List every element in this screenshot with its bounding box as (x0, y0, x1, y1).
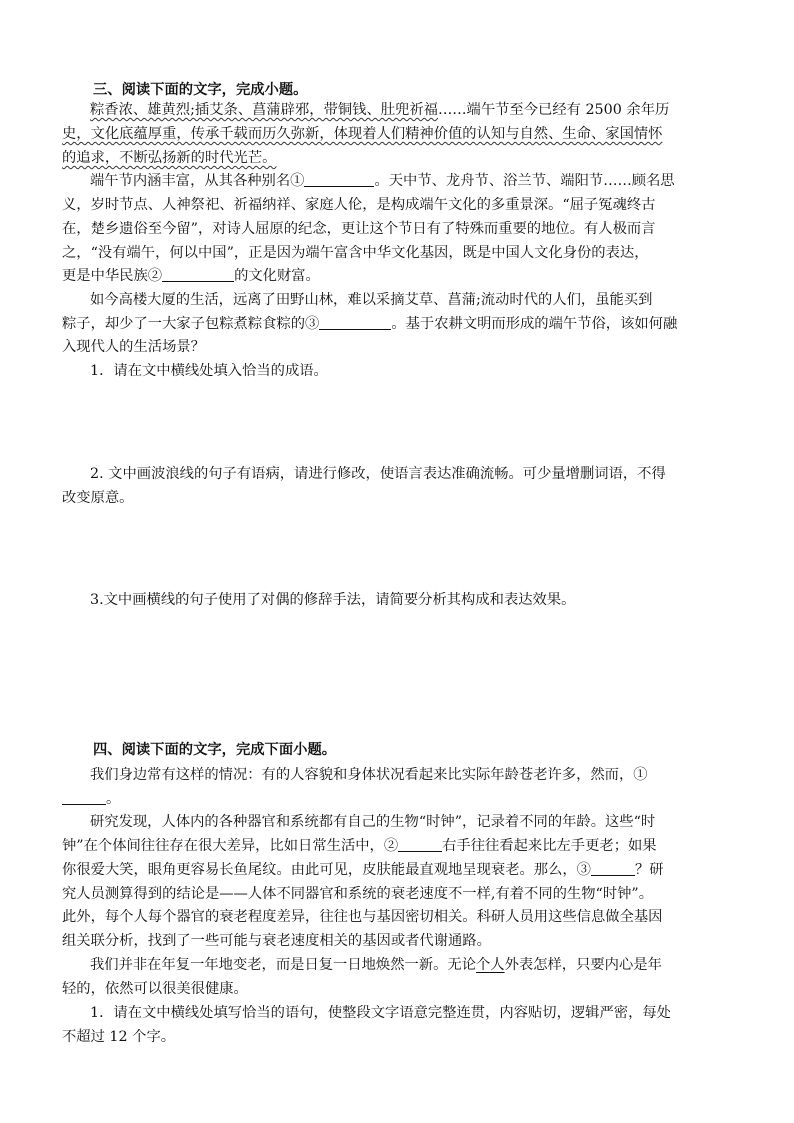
s4-p1-line2 (0, 789, 794, 809)
wavy-sentence-part: 粽香浓、雄黄烈;插艾条、菖蒲辟邪，带铜钱、肚兜祈福 (90, 102, 438, 118)
s3-p1-line1 (0, 100, 794, 120)
s3-question-2-line1: 2. 文中画波浪线的句子有语病，请进行修改，使语言表达准确流畅。可少量增删词语，不得 (90, 466, 666, 482)
s3-p3-line3: 入现代人的生活场景？ (62, 339, 205, 355)
s3-p2-text: 的文化财富。 (234, 268, 320, 284)
s4-p3-line2: 轻的，依然可以很美很健康。 (62, 981, 248, 997)
s3-p1-line3 (0, 148, 794, 168)
s3-p2-line1 (0, 171, 794, 191)
s3-p2-line5 (0, 266, 794, 286)
s3-p2-line2: 义，岁时节点、人神祭祀、祈福纳祥、家庭人伦，是构成端午文化的多重景深。“屈子冤魂终古 (62, 197, 656, 213)
blank-2[interactable] (162, 266, 234, 282)
section4-heading: 四、阅读下面的文字，完成下面小题。 (93, 742, 337, 758)
blank-1[interactable] (304, 171, 374, 187)
blank-s4-2[interactable] (398, 836, 442, 852)
s4-p2-line1: 研究发现，人体内的各种器官和系统都有自己的生物“时钟”，记录着不同的年龄。这些“时 (90, 814, 656, 830)
s3-p1-line1-text: ……端午节至今已经有 2500 余年历 (437, 102, 670, 118)
s3-p2-text: 端午节内涵丰富，从其各种别名① (90, 173, 305, 189)
s4-p3-text: 我们并非在年复一年地变老，而是日复一日地焕然一新。无论 (90, 957, 477, 973)
s4-question-1-line1: 1．请在文中横线处填写恰当的语句，使整段文字语意完整连贯，内容贴切，逻辑严密，每处 (90, 1005, 671, 1021)
s4-p2-line4: 究人员测算得到的结论是——人体不同器官和系统的衰老速度不一样,有着不同的生物“时钟”。 (62, 886, 654, 902)
s4-p2-text: 你很爱大笑，眼角更容易长鱼尾纹。由此可见，皮肤能最直观地呈现衰老。那么，③ (62, 862, 591, 878)
s3-p2-text: 更是中华民族② (62, 268, 163, 284)
s4-p2-line5: 此外，每个人每个器官的衰老程度差异，往往也与基因密切相关。科研人员用这些信息做全基因 (62, 909, 663, 925)
blank-s4-1[interactable] (62, 789, 106, 805)
blank-3[interactable] (319, 314, 391, 330)
s4-p1-text: 。 (106, 791, 121, 807)
s3-p3-text: 。基于农耕文明而形成的端午节俗，该如何融 (391, 316, 678, 332)
s4-p3-text: 外表怎样，只要内心是年 (504, 957, 662, 973)
s4-p2-line6: 组关联分析，找到了一些可能与衰老速度相关的基因或者代谢通路。 (62, 933, 491, 949)
s3-p3-line1: 如今高楼大厦的生活，远离了田野山林，难以采摘艾草、菖蒲;流动时代的人们，虽能买到 (90, 292, 653, 308)
s4-p2-line3 (0, 860, 794, 880)
s4-p1-line1: 我们身边常有这样的情况：有的人容貌和身体状况看起来比实际年龄苍老许多，然而，① (90, 767, 648, 783)
s3-p2-line3: 在，楚乡遗俗至今留”，对诗人屈原的纪念，更让这个节日有了特殊而重要的地位。有人极而言 (62, 221, 656, 237)
blank-s4-3[interactable] (591, 860, 635, 876)
s3-p3-line2 (0, 314, 794, 334)
s3-p2-text: 。天中节、龙舟节、浴兰节、端阳节……顾名思 (374, 173, 675, 189)
s3-p1-line2 (0, 124, 794, 144)
s4-p2-text: ？研 (634, 862, 664, 878)
s3-question-3: 3.文中画横线的句子使用了对偶的修辞手法，请简要分析其构成和表达效果。 (90, 592, 576, 608)
wavy-sentence-end: 的追求，不断弘扬新的时代光芒。 (62, 150, 277, 166)
s4-p3-line1 (0, 955, 794, 975)
wavy-sentence: 史，文化底蕴厚重，传承千载而历久弥新，体现着人们精神价值的认知与自然、生命、家国情怀 (62, 126, 663, 142)
s4-p2-text: 钟”在个体间往往存在很大差异，比如日常生活中，② (62, 838, 399, 854)
s3-p2-line4: 之，“没有端午，何以中国”，正是因为端午富含中华文化基因，既是中国人文化身份的表达， (62, 245, 649, 261)
s3-question-1: 1．请在文中横线处填入恰当的成语。 (90, 363, 328, 379)
s4-question-1-line2: 不超过 12 个字。 (62, 1029, 176, 1045)
s4-p2-line2 (0, 836, 794, 856)
s3-p3-text: 粽子，却少了一大家子包粽煮粽食粽的③ (62, 316, 320, 332)
s3-question-2-line2: 改变原意。 (62, 490, 134, 506)
underlined-word: 个人 (476, 957, 505, 973)
section3-heading: 三、阅读下面的文字，完成小题。 (93, 82, 308, 98)
s4-p2-text: 右手往往看起来比左手更老；如果 (442, 838, 657, 854)
